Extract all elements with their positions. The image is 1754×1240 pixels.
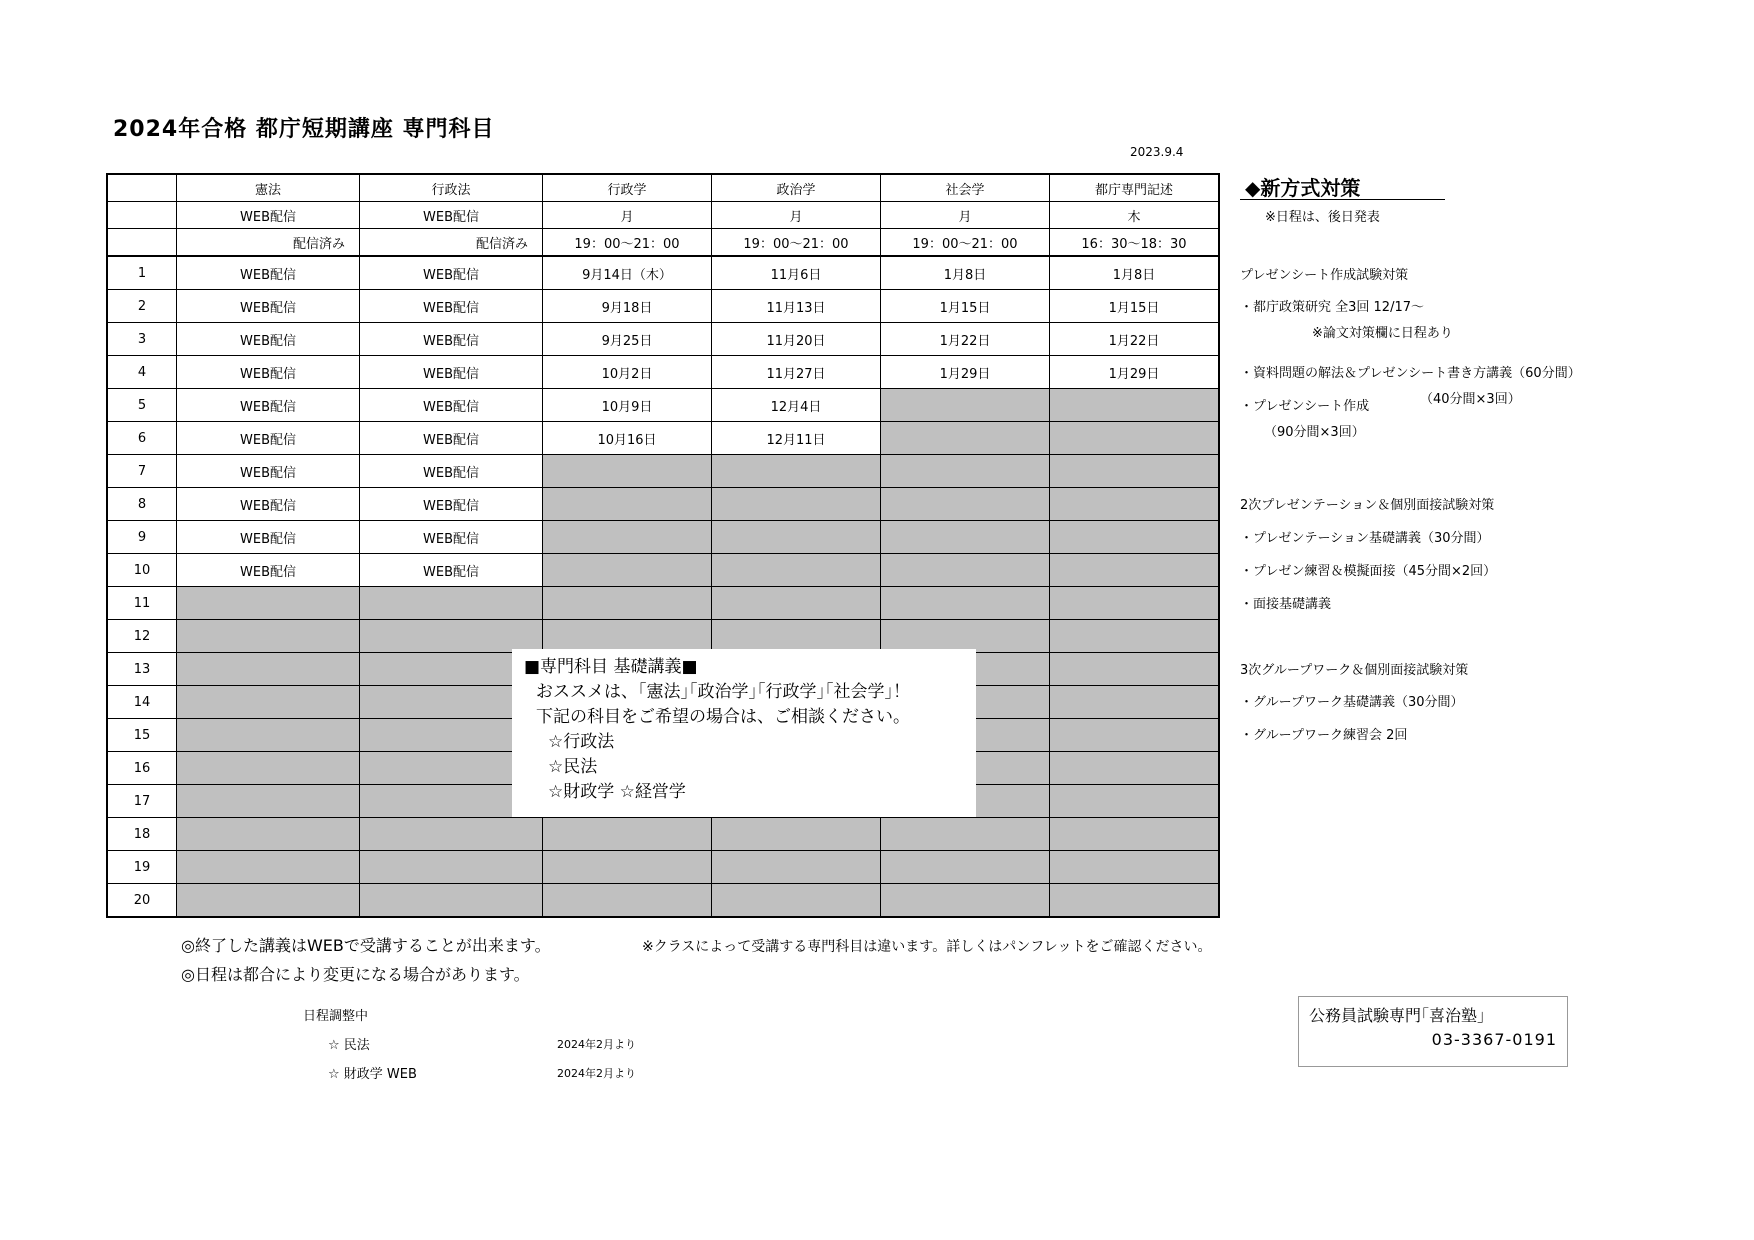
schedule-cell xyxy=(1050,884,1220,918)
schedule-cell: 1月15日 xyxy=(1050,290,1220,323)
schedule-cell: 9月14日（木） xyxy=(543,256,712,290)
schedule-cell xyxy=(712,455,881,488)
schedule-cell xyxy=(1050,719,1220,752)
schedule-cell xyxy=(543,488,712,521)
schedule-cell xyxy=(543,620,712,653)
schedule-cell: WEB配信 xyxy=(360,521,543,554)
notice-consult: 下記の科目をご希望の場合は、ご相談ください。 xyxy=(536,707,910,727)
header-time-cell: 19：00～21：00 xyxy=(712,229,881,257)
schedule-cell xyxy=(712,587,881,620)
schedule-cell xyxy=(177,818,360,851)
schedule-cell xyxy=(881,389,1050,422)
lesson-number: 4 xyxy=(107,356,177,389)
lesson-number: 8 xyxy=(107,488,177,521)
schedule-cell xyxy=(1050,818,1220,851)
schedule-cell: WEB配信 xyxy=(177,290,360,323)
schedule-cell: WEB配信 xyxy=(177,521,360,554)
header-time-cell: 配信済み xyxy=(177,229,360,257)
schedule-cell xyxy=(881,521,1050,554)
adjusting-heading: 日程調整中 xyxy=(303,1009,369,1024)
schedule-cell xyxy=(1050,488,1220,521)
schedule-cell: WEB配信 xyxy=(177,256,360,290)
table-row xyxy=(107,851,1219,884)
school-name: 公務員試験専門｢喜治塾｣ xyxy=(1309,1006,1486,1025)
lesson-number: 6 xyxy=(107,422,177,455)
schedule-cell xyxy=(1050,785,1220,818)
notice-heading: ■専門科目 基礎講義■ xyxy=(524,657,698,677)
adjusting-item-zaiseigaku: ☆ 財政学 WEB xyxy=(328,1067,417,1082)
adjusting-item-minpo: ☆ 民法 xyxy=(328,1038,370,1053)
table-row xyxy=(107,323,1219,356)
contact-box xyxy=(1298,996,1568,1067)
lesson-number: 16 xyxy=(107,752,177,785)
schedule-cell xyxy=(1050,422,1220,455)
adjusting-item-zaiseigaku-date: 2024年2月より xyxy=(557,1067,636,1080)
header-delivery-cell: 月 xyxy=(543,202,712,229)
schedule-cell xyxy=(543,521,712,554)
schedule-cell xyxy=(177,884,360,918)
section1-title: プレゼンシート作成試験対策 xyxy=(1240,268,1409,283)
table-row xyxy=(107,521,1219,554)
schedule-cell: 1月8日 xyxy=(1050,256,1220,290)
schedule-cell xyxy=(360,620,543,653)
note-class: ※クラスによって受講する専門科目は違います。詳しくはパンフレットをご確認ください。 xyxy=(642,939,1212,955)
schedule-cell xyxy=(712,884,881,918)
schedule-note: ※日程は、後日発表 xyxy=(1265,210,1380,225)
header-time-cell: 16：30～18：30 xyxy=(1050,229,1220,257)
schedule-cell: 11月20日 xyxy=(712,323,881,356)
lesson-number: 12 xyxy=(107,620,177,653)
adjusting-item-minpo-date: 2024年2月より xyxy=(557,1038,636,1051)
header-delivery-cell: 月 xyxy=(712,202,881,229)
lesson-number: 18 xyxy=(107,818,177,851)
header-delivery-cell: 木 xyxy=(1050,202,1220,229)
table-row xyxy=(107,356,1219,389)
schedule-cell xyxy=(1050,587,1220,620)
table-row xyxy=(107,620,1219,653)
table-row xyxy=(107,422,1219,455)
header-time-cell: 配信済み xyxy=(360,229,543,257)
schedule-cell xyxy=(881,455,1050,488)
schedule-cell xyxy=(1050,653,1220,686)
corner-cell xyxy=(107,202,177,229)
schedule-cell xyxy=(1050,389,1220,422)
schedule-cell xyxy=(543,851,712,884)
lesson-number: 15 xyxy=(107,719,177,752)
schedule-cell: 1月8日 xyxy=(881,256,1050,290)
schedule-cell: 10月2日 xyxy=(543,356,712,389)
schedule-cell xyxy=(712,851,881,884)
section3-item-practice: ・グループワーク練習会 2回 xyxy=(1240,728,1408,743)
schedule-cell xyxy=(177,719,360,752)
schedule-cell xyxy=(177,851,360,884)
schedule-cell xyxy=(881,554,1050,587)
header-delivery-cell: WEB配信 xyxy=(360,202,543,229)
table-row xyxy=(107,290,1219,323)
schedule-cell xyxy=(712,521,881,554)
header-subject-cell: 都庁専門記述 xyxy=(1050,174,1220,202)
table-row xyxy=(107,389,1219,422)
table-header-time-row xyxy=(107,229,1219,257)
heading-underline xyxy=(1240,199,1445,200)
schedule-cell: 1月22日 xyxy=(1050,323,1220,356)
note-web: ◎終了した講義はWEBで受講することが出来ます。 xyxy=(181,936,551,955)
schedule-cell: WEB配信 xyxy=(177,554,360,587)
schedule-cell xyxy=(881,818,1050,851)
section1-item-sheet-extra: （40分間×3回） xyxy=(1420,392,1521,407)
table-header-delivery-row xyxy=(107,202,1219,229)
section1-item-sheet: ・プレゼンシート作成 xyxy=(1240,399,1370,414)
header-delivery-cell: 月 xyxy=(881,202,1050,229)
basic-lecture-notice xyxy=(512,649,976,817)
schedule-cell xyxy=(360,884,543,918)
schedule-cell xyxy=(1050,620,1220,653)
schedule-cell xyxy=(360,587,543,620)
header-subject-cell: 行政法 xyxy=(360,174,543,202)
lesson-number: 5 xyxy=(107,389,177,422)
lesson-number: 17 xyxy=(107,785,177,818)
section2-item-presentation: ・プレゼンテーション基礎講義（30分間） xyxy=(1240,531,1490,546)
schedule-cell xyxy=(543,554,712,587)
section1-item-policy: ・都庁政策研究 全3回 12/17～ xyxy=(1240,300,1424,315)
schedule-cell xyxy=(360,851,543,884)
lesson-number: 19 xyxy=(107,851,177,884)
table-row xyxy=(107,554,1219,587)
page-title: 2024年合格 都庁短期講座 専門科目 xyxy=(113,117,495,142)
schedule-cell: 11月6日 xyxy=(712,256,881,290)
table-row xyxy=(107,455,1219,488)
schedule-cell xyxy=(543,455,712,488)
header-subject-cell: 憲法 xyxy=(177,174,360,202)
notice-item-gyoseiho: ☆行政法 xyxy=(548,732,615,752)
schedule-cell xyxy=(881,587,1050,620)
schedule-cell xyxy=(712,554,881,587)
schedule-cell xyxy=(177,752,360,785)
schedule-cell xyxy=(543,587,712,620)
schedule-cell: 10月16日 xyxy=(543,422,712,455)
schedule-cell xyxy=(712,818,881,851)
section1-item-sheet-note: （90分間×3回） xyxy=(1264,425,1365,440)
schedule-cell xyxy=(177,785,360,818)
schedule-cell xyxy=(1050,851,1220,884)
lesson-number: 3 xyxy=(107,323,177,356)
section3-title: 3次グループワーク＆個別面接試験対策 xyxy=(1240,663,1469,678)
schedule-cell: 12月4日 xyxy=(712,389,881,422)
schedule-cell xyxy=(712,488,881,521)
schedule-cell: WEB配信 xyxy=(360,389,543,422)
lesson-number: 14 xyxy=(107,686,177,719)
schedule-cell xyxy=(1050,554,1220,587)
lesson-number: 20 xyxy=(107,884,177,918)
schedule-cell xyxy=(881,422,1050,455)
schedule-cell: 1月15日 xyxy=(881,290,1050,323)
table-header-subject-row xyxy=(107,174,1219,202)
section1-item-lecture: ・資料問題の解法＆プレゼンシート書き方講義（60分間） xyxy=(1240,366,1581,381)
lesson-number: 10 xyxy=(107,554,177,587)
schedule-cell: 1月29日 xyxy=(881,356,1050,389)
header-subject-cell: 政治学 xyxy=(712,174,881,202)
section2-title: 2次プレゼンテーション＆個別面接試験対策 xyxy=(1240,498,1495,513)
section2-item-interview: ・面接基礎講義 xyxy=(1240,597,1332,612)
schedule-cell: WEB配信 xyxy=(360,488,543,521)
schedule-cell xyxy=(177,686,360,719)
header-time-cell: 19：00～21：00 xyxy=(881,229,1050,257)
schedule-cell xyxy=(712,620,881,653)
table-row xyxy=(107,587,1219,620)
schedule-cell: WEB配信 xyxy=(177,455,360,488)
lesson-number: 13 xyxy=(107,653,177,686)
note-schedule-change: ◎日程は都合により変更になる場合があります。 xyxy=(181,965,530,984)
schedule-cell: WEB配信 xyxy=(360,455,543,488)
schedule-cell: WEB配信 xyxy=(360,256,543,290)
schedule-cell xyxy=(543,818,712,851)
lesson-number: 2 xyxy=(107,290,177,323)
header-subject-cell: 社会学 xyxy=(881,174,1050,202)
schedule-cell: WEB配信 xyxy=(360,356,543,389)
notice-item-zaiseigaku: ☆財政学 ☆経営学 xyxy=(548,782,686,802)
section3-item-groupwork: ・グループワーク基礎講義（30分間） xyxy=(1240,695,1464,710)
table-row xyxy=(107,818,1219,851)
notice-item-minpo: ☆民法 xyxy=(548,757,598,777)
schedule-cell xyxy=(1050,686,1220,719)
schedule-cell xyxy=(543,884,712,918)
corner-cell xyxy=(107,174,177,202)
schedule-cell: WEB配信 xyxy=(360,290,543,323)
schedule-cell xyxy=(881,488,1050,521)
schedule-cell xyxy=(360,818,543,851)
schedule-cell: 11月27日 xyxy=(712,356,881,389)
lesson-number: 7 xyxy=(107,455,177,488)
table-row xyxy=(107,884,1219,918)
lesson-number: 9 xyxy=(107,521,177,554)
schedule-cell xyxy=(1050,752,1220,785)
schedule-cell: WEB配信 xyxy=(360,554,543,587)
schedule-cell: 9月25日 xyxy=(543,323,712,356)
schedule-cell xyxy=(177,620,360,653)
section1-item-policy-note: ※論文対策欄に日程あり xyxy=(1312,326,1453,341)
schedule-cell: WEB配信 xyxy=(177,356,360,389)
corner-cell xyxy=(107,229,177,257)
schedule-cell: WEB配信 xyxy=(177,323,360,356)
schedule-cell: 11月13日 xyxy=(712,290,881,323)
header-time-cell: 19：00～21：00 xyxy=(543,229,712,257)
phone-number: 03-3367-0191 xyxy=(1431,1030,1557,1049)
new-method-heading: ◆新方式対策 xyxy=(1245,176,1361,200)
header-delivery-cell: WEB配信 xyxy=(177,202,360,229)
lesson-number: 1 xyxy=(107,256,177,290)
schedule-cell xyxy=(177,653,360,686)
lesson-number: 11 xyxy=(107,587,177,620)
schedule-cell xyxy=(1050,455,1220,488)
schedule-cell: WEB配信 xyxy=(360,323,543,356)
schedule-cell: WEB配信 xyxy=(177,422,360,455)
notice-recommend: おススメは、｢憲法｣｢政治学｣｢行政学｣｢社会学｣！ xyxy=(536,682,910,702)
schedule-cell: 10月9日 xyxy=(543,389,712,422)
schedule-cell: 12月11日 xyxy=(712,422,881,455)
schedule-cell: 1月22日 xyxy=(881,323,1050,356)
schedule-cell xyxy=(881,884,1050,918)
schedule-cell xyxy=(1050,521,1220,554)
document-date: 2023.9.4 xyxy=(1130,145,1184,159)
header-subject-cell: 行政学 xyxy=(543,174,712,202)
schedule-cell: WEB配信 xyxy=(177,488,360,521)
schedule-cell: 1月29日 xyxy=(1050,356,1220,389)
schedule-cell xyxy=(881,620,1050,653)
table-row xyxy=(107,488,1219,521)
table-row xyxy=(107,256,1219,290)
section2-item-practice: ・プレゼン練習＆模擬面接（45分間×2回） xyxy=(1240,564,1497,579)
schedule-cell: 9月18日 xyxy=(543,290,712,323)
schedule-cell: WEB配信 xyxy=(360,422,543,455)
schedule-cell: WEB配信 xyxy=(177,389,360,422)
schedule-cell xyxy=(177,587,360,620)
schedule-cell xyxy=(881,851,1050,884)
